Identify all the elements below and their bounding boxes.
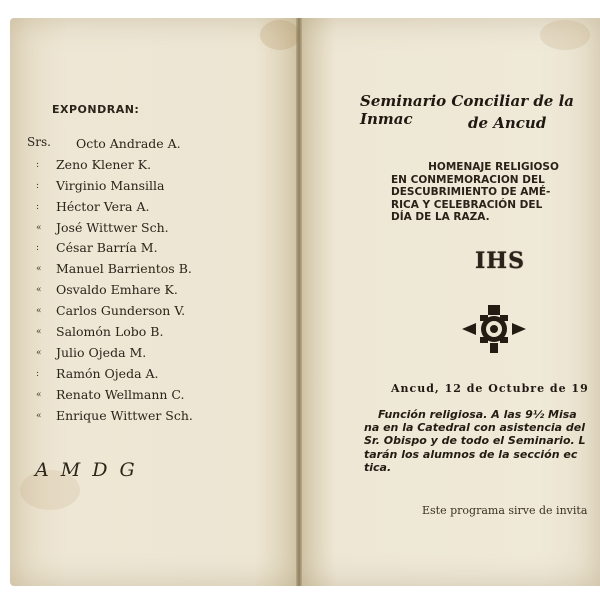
homenaje-line: DESCUBRIMIENTO DE AMÉ- (391, 186, 551, 198)
list-item: « Manuel Barrientos B. (36, 261, 192, 277)
paper-stain (540, 20, 590, 50)
homenaje-line: HOMENAJE RELIGIOSO (428, 161, 559, 173)
description-line: Sr. Obispo y de todo el Seminario. L (364, 434, 586, 448)
exponent-heading: EXPONDRAN: (52, 103, 140, 116)
description-line: na en la Catedral con asistencia del (364, 421, 585, 435)
list-item: : Héctor Vera A. (36, 198, 150, 214)
list-item: : Virginio Mansilla (36, 177, 165, 193)
homenaje-line: EN CONMEMORACION DEL (391, 173, 545, 186)
homenaje-line: DÍA DE LA RAZA. (391, 211, 490, 223)
description-line: tica. (364, 460, 392, 474)
list-item: « Enrique Wittwer Sch. (36, 407, 193, 423)
event-date: Ancud, 12 de Octubre de 19 (391, 382, 589, 395)
list-item: : Zeno Klener K. (36, 156, 152, 172)
list-item: « Carlos Gunderson V. (36, 303, 186, 319)
ihs-monogram: IHS (475, 248, 525, 274)
invitation-note: Este programa sirve de invita (422, 504, 588, 517)
seminary-title-line1: Seminario Conciliar de la Inmac (360, 92, 574, 128)
motto-amdg: A M D G (35, 459, 138, 481)
seminary-title-line2: de Ancud (468, 114, 547, 132)
list-item: « José Wittwer Sch. (36, 219, 169, 235)
right-page (300, 18, 600, 586)
list-item: « Salomón Lobo B. (36, 324, 164, 340)
list-item: : César Barría M. (36, 240, 158, 256)
list-item: « Renato Wellmann C. (36, 386, 185, 402)
salutation: Srs. (27, 135, 51, 149)
exponent-list (36, 134, 193, 426)
list-item: Octo Andrade A. (76, 136, 181, 151)
description-line: Función religiosa. A las 9½ Misa (378, 408, 577, 421)
list-item: « Osvaldo Emhare K. (36, 282, 178, 298)
list-item: « Julio Ojeda M. (36, 344, 147, 360)
paper-stain (260, 20, 300, 50)
description-line: tarán los alumnos de la sección ec (364, 447, 578, 461)
list-item: : Ramón Ojeda A. (36, 365, 159, 381)
homenaje-line: RICA Y CELEBRACIÓN DEL (391, 198, 543, 211)
center-fold (296, 18, 302, 586)
